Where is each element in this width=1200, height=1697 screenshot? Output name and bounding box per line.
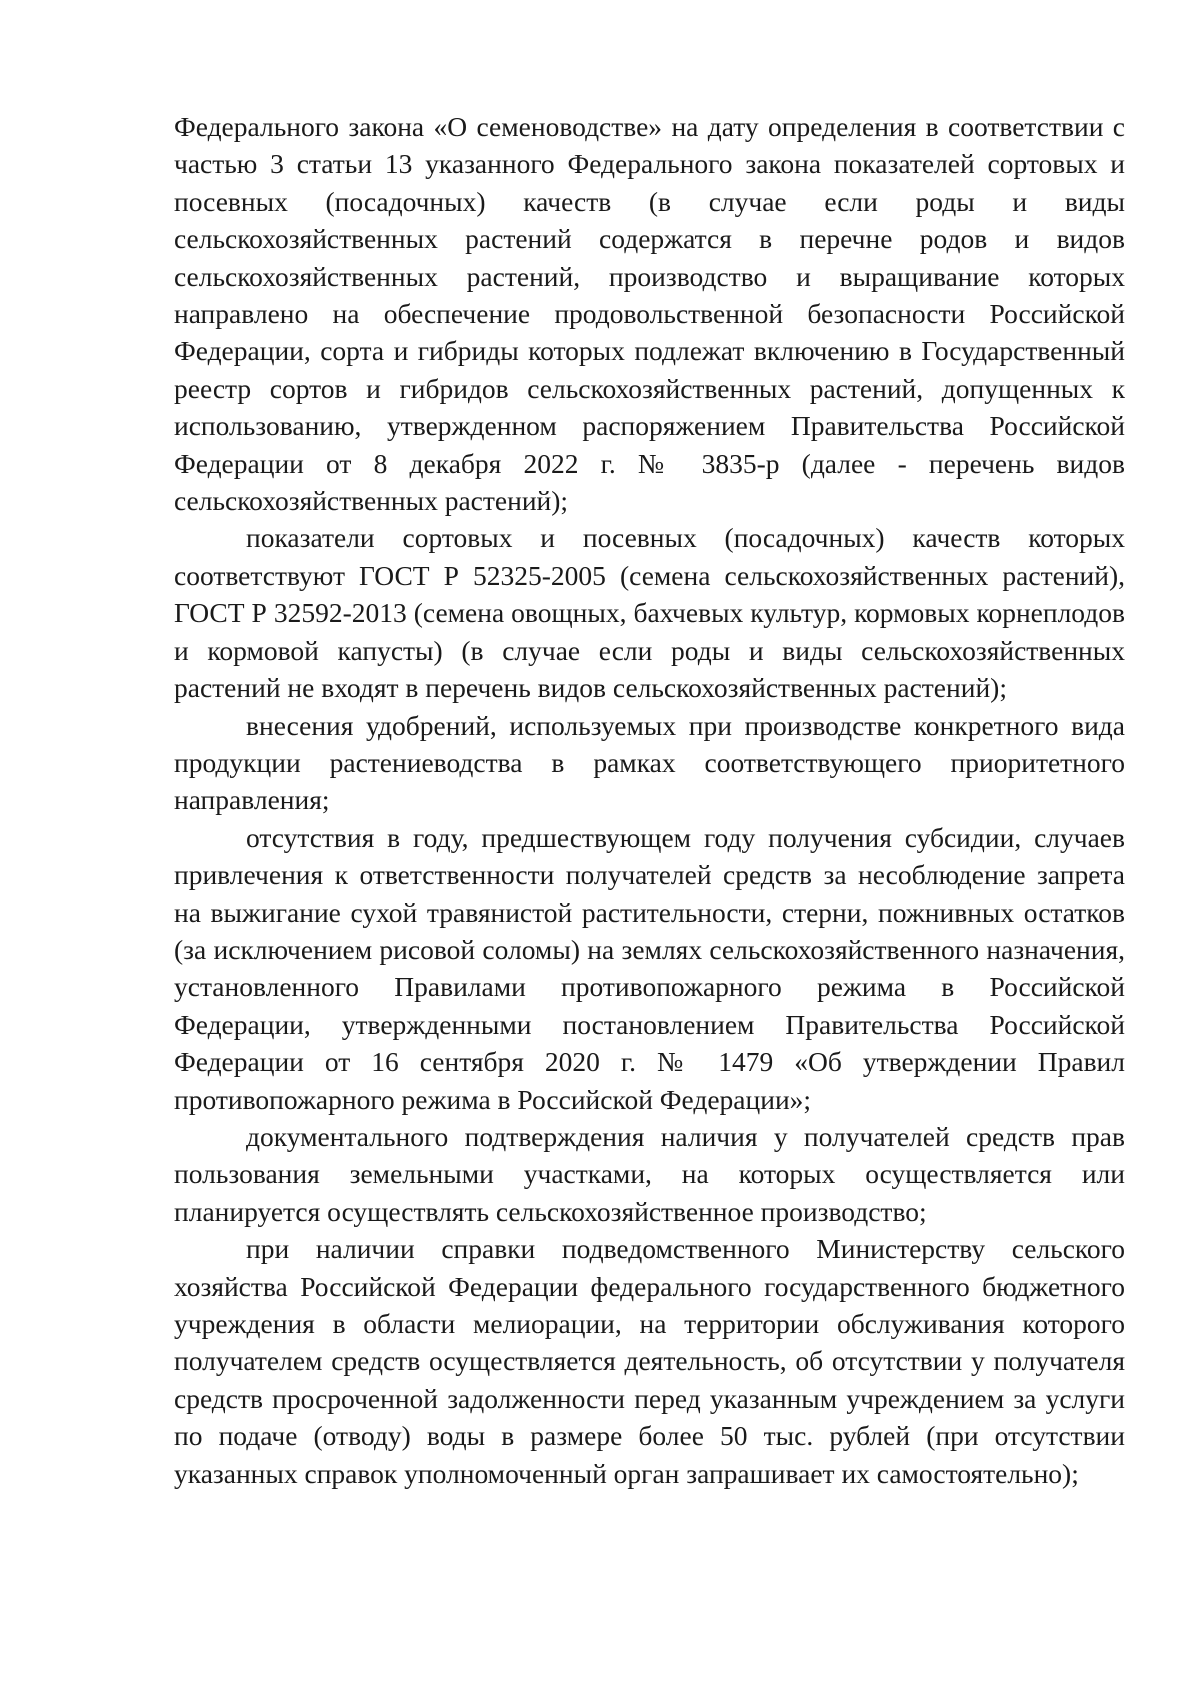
paragraph-seed-law-indicators: Федерального закона «О семеноводстве» на дату определения в соответствии с частью 3 статьи 13 указанного Федерального закона показателей сортовых и посевных (посадочных) качеств (в случае если роды и виды сельскохозяйственных растений содержатся в перечне родов и видов сельскохозяйственных растений, производство и выращивание которых направлено на обеспечение продовольственной безопасности Российской Федерации, сорта и гибриды которых подлежат включению в Государственный реестр сортов и гибридов сельскохозяйственных растений, допущенных к использованию, утвержденном распоряжением Правительства Российской Федерации от 8 декабря 2022 г. № 3835-р (далее - перечень видов сельскохозяйственных растений); <box>174 111 1125 517</box>
paragraph-fertilizers: внесения удобрений, используемых при производстве конкретного вида продукции растениеводства в рамках соответствующего приоритетного направления; <box>174 709 1125 816</box>
paragraph-fire-safety: отсутствия в году, предшествующем году получения субсидии, случаев привлечения к ответственности получателей средств за несоблюдение запрета на выжигание сухой травянистой растительности, стерни, пожнивных остатков (за исключением рисовой соломы) на землях сельскохозяйственного назначения, установленного Правилами противопожарного режима в Российской Федерации, утвержденными постановлением Правительства Российской Федерации от 16 сентября 2020 г. № 1479 «Об утверждении Правил противопожарного режима в Российской Федерации»; <box>174 821 1125 1115</box>
paragraph-land-rights: документального подтверждения наличия у получателей средств прав пользования земельными участками, на которых осуществляется или планируется осуществлять сельскохозяйственное производство; <box>174 1120 1125 1227</box>
paragraph-gost-indicators: показатели сортовых и посевных (посадочных) качеств которых соответствуют ГОСТ Р 52325-2005 (семена сельскохозяйственных растений), ГОСТ Р 32592-2013 (семена овощных, бахчевых культур, кормовых корнеплодов и кормовой капусты) (в случае если роды и виды сельскохозяйственных растений не входят в перечень видов сельскохозяйственных растений); <box>174 522 1125 704</box>
paragraph-melioration-certificate: при наличии справки подведомственного Министерству сельского хозяйства Российской Федерации федерального государственного бюджетного учреждения в области мелиорации, на территории обслуживания которого получателем средств осуществляется деятельность, об отсутствии у получателя средств просроченной задолженности перед указанным учреждением за услуги по подаче (отводу) воды в размере более 50 тыс. рублей (при отсутствии указанных справок уполномоченный орган запрашивает их самостоятельно); <box>174 1233 1125 1489</box>
document-page <box>174 108 1125 1492</box>
